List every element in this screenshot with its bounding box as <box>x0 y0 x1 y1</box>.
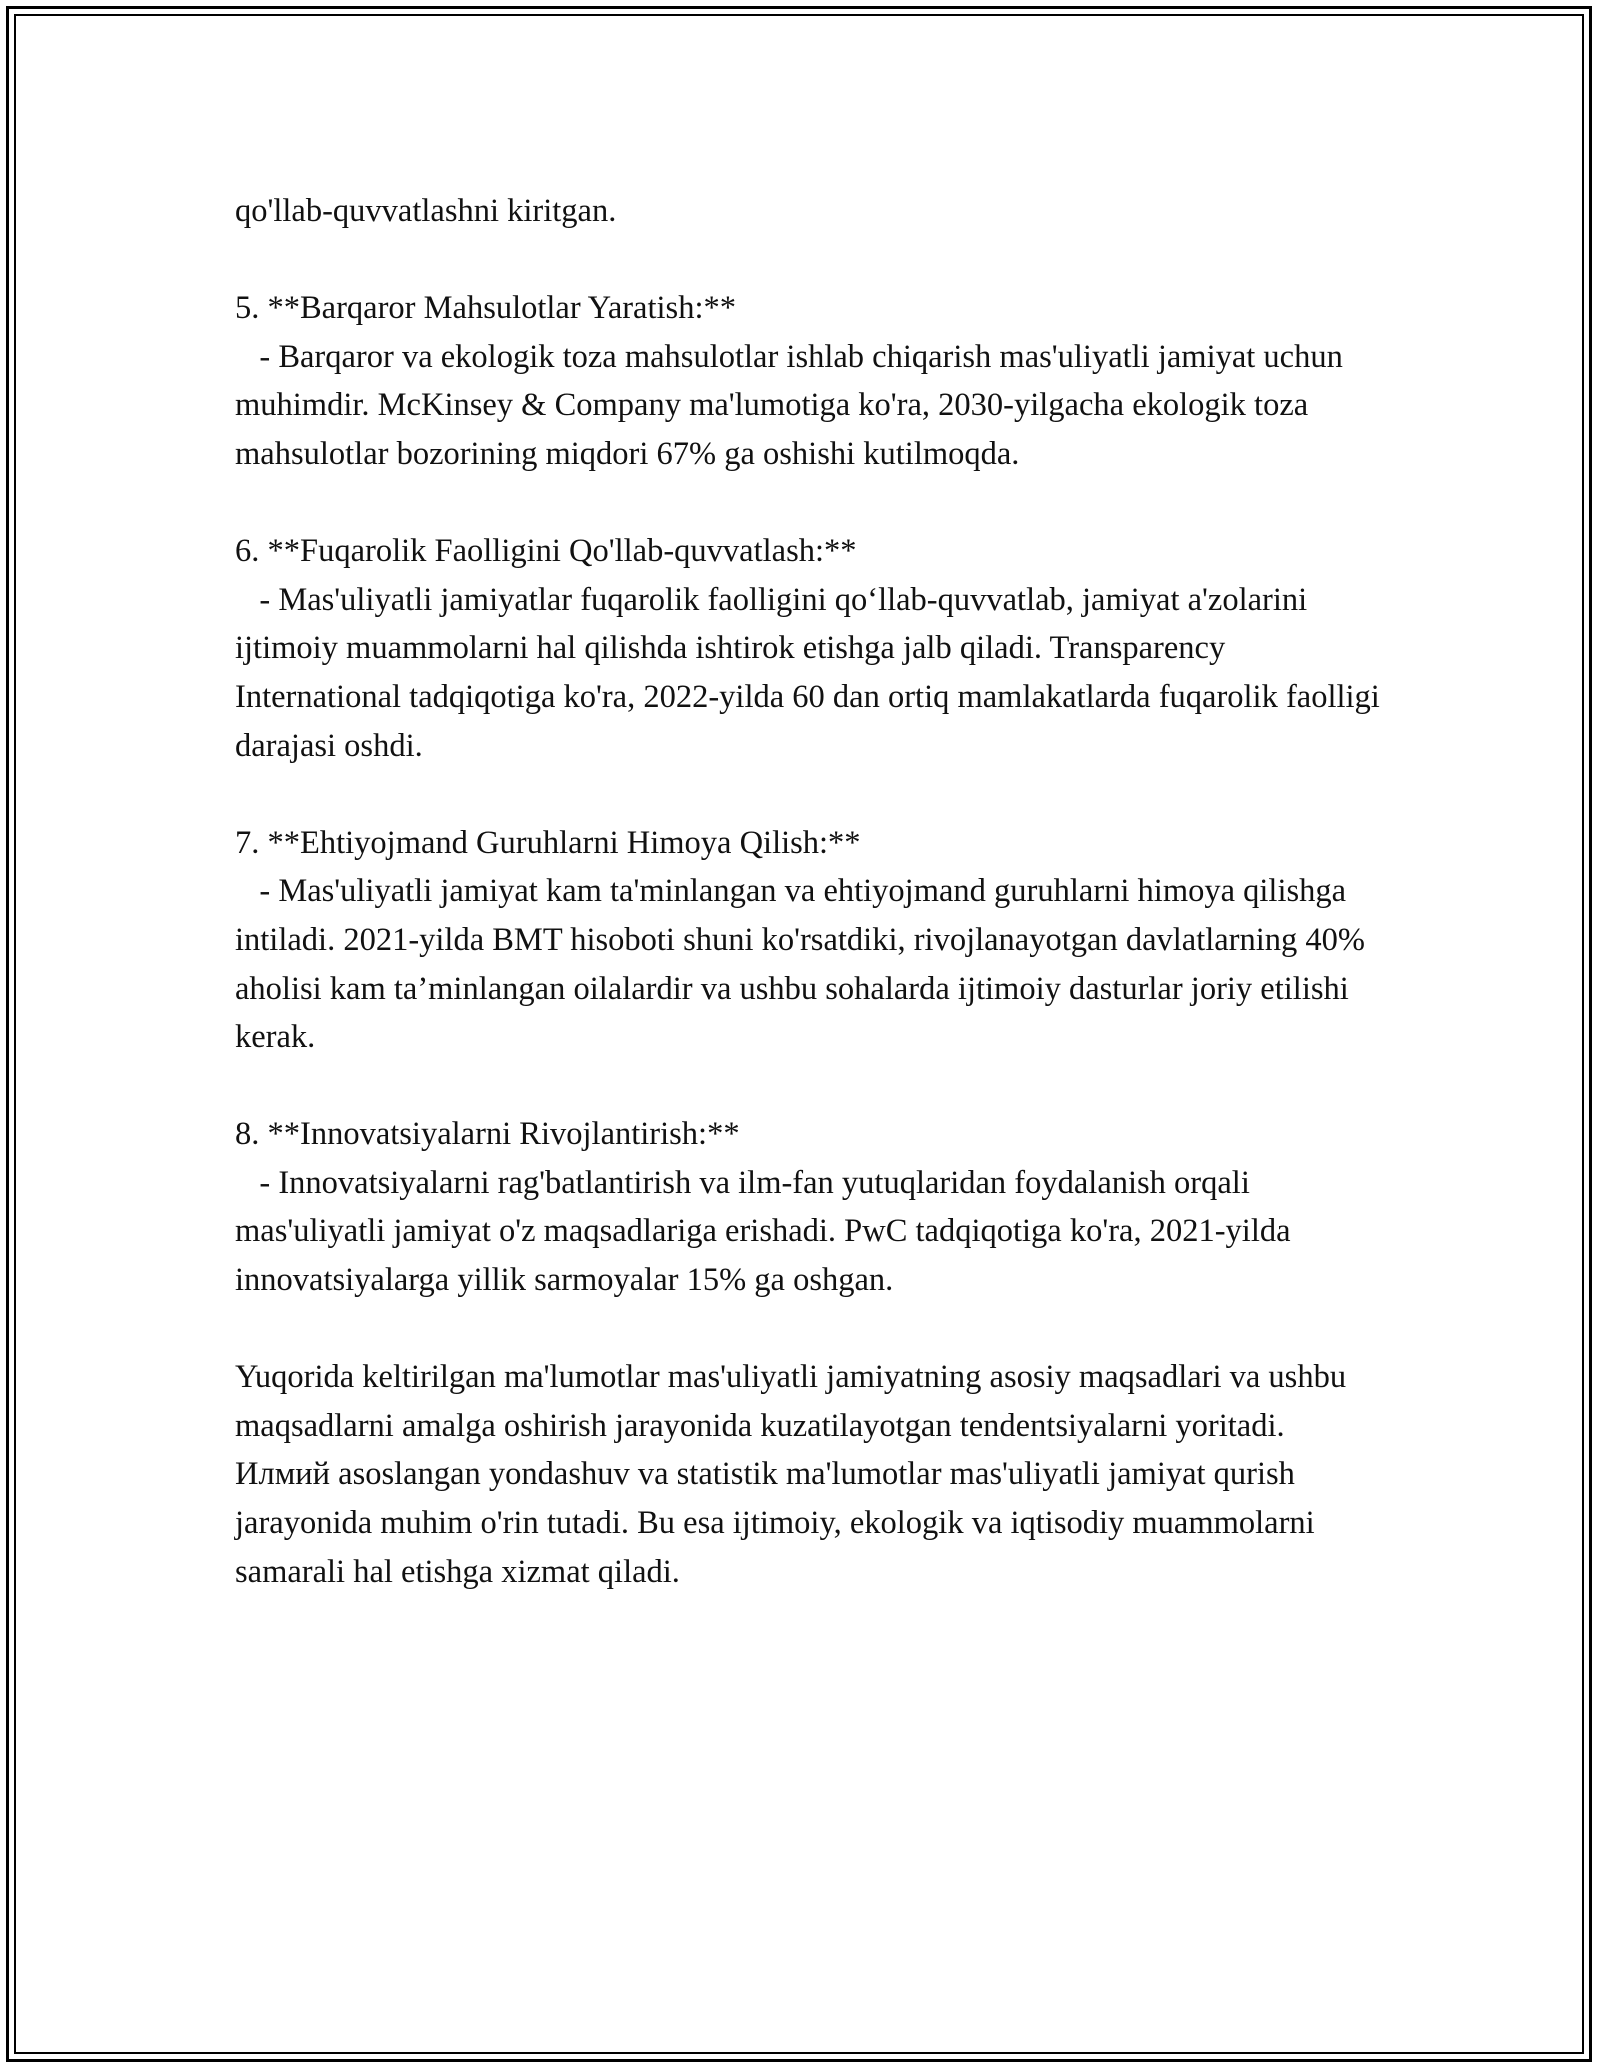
section-heading: 8. **Innovatsiyalarni Rivojlantirish:** <box>235 1116 740 1153</box>
paragraph-gap <box>235 1305 1385 1354</box>
intro-tail-paragraph: qo'llab-quvvatlashni kiritgan. <box>235 193 617 229</box>
document-body <box>235 187 1388 1596</box>
section-heading: 5. **Barqaror Mahsulotlar Yaratish:** <box>235 290 736 327</box>
section-body: - Mas'uliyatli jamiyat kam ta'minlangan va ehtiyojmand guruhlarni himoya qilishga intiladi. 2021-yilda BMT hisoboti shuni ko'rsatdiki, rivojlanayotgan davlatlarning 40% aholisi kam ta’minlangan oilalardir va ushbu sohalarda ijtimoiy dasturlar joriy etilishi kerak. <box>235 873 1374 1056</box>
section-body: - Innovatsiyalarni rag'batlantirish va ilm-fan yutuqlaridan foydalanish orqali mas'uliyatli jamiyat o'z maqsadlariga erishadi. PwC tadqiqotiga ko'ra, 2021-yilda innovatsiyalarga yillik sarmoyalar 15% ga oshgan. <box>235 1164 1299 1299</box>
section-body: - Barqaror va ekologik toza mahsulotlar ishlab chiqarish mas'uliyatli jamiyat uchun muhimdir. McKinsey & Company ma'lumotiga ko'ra, 2030-yilgacha ekologik toza mahsulotlar bozorining miqdori 67% ga oshishi kutilmoqda. <box>235 338 1351 472</box>
section-7 <box>235 819 1385 1062</box>
section-heading: 6. **Fuqarolik Faolligini Qo'llab-quvvatlash:** <box>235 533 857 570</box>
paragraph-gap <box>235 236 1385 285</box>
section-body: - Mas'uliyatli jamiyatlar fuqarolik faolligini qo‘llab-quvvatlab, jamiyat a'zolarini ijtimoiy muammolarni hal qilishda ishtirok etishga jalb qiladi. Transparency International tadqiqotiga ko'ra, 2022-yilda 60 dan ortiq mamlakatlarda fuqarolik faolligi darajasi oshdi. <box>235 581 1388 764</box>
section-heading: 7. **Ehtiyojmand Guruhlarni Himoya Qilish:** <box>235 824 861 861</box>
conclusion-paragraph: Yuqorida keltirilgan ma'lumotlar mas'uliyatli jamiyatning asosiy maqsadlari va ushbu maqsadlarni amalga oshirish jarayonida kuzatilayotgan tendentsiyalarni yoritadi. Илмий asoslangan yondashuv va statistik ma'lumotlar mas'uliyatli jamiyat qurish jarayonida muhim o'rin tutadi. Bu esa ijtimoiy, ekologik va iqtisodiy muammolarni samarali hal etishga xizmat qiladi. <box>235 1359 1355 1590</box>
section-6 <box>235 527 1388 770</box>
paragraph-gap <box>235 1062 1385 1111</box>
paragraph-gap <box>235 479 1385 528</box>
section-8 <box>235 1110 1385 1304</box>
section-5 <box>235 284 1385 478</box>
paragraph-gap <box>235 770 1385 819</box>
